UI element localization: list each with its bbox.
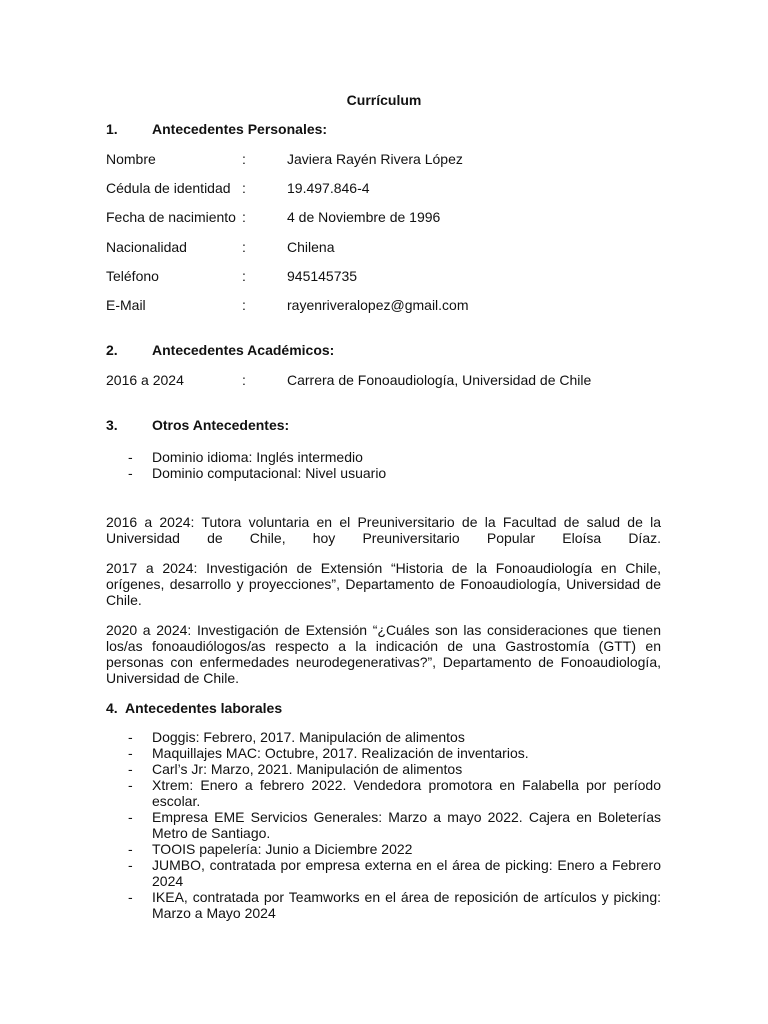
field-label-birthdate: Fecha de nacimiento xyxy=(106,209,236,225)
field-colon: : xyxy=(242,268,246,284)
list-item-text: Maquillajes MAC: Octubre, 2017. Realización de inventarios. xyxy=(152,745,529,761)
list-item-text: Doggis: Febrero, 2017. Manipulación de alimentos xyxy=(152,729,465,745)
field-label-name: Nombre xyxy=(106,151,156,167)
activity-paragraph: 2016 a 2024: Tutora voluntaria en el Preuniversitario de la Facultad de salud de la Universidad de Chile, hoy Preuniversitario Popular Eloísa Díaz. xyxy=(106,514,661,546)
list-item-text: Empresa EME Servicios Generales: Marzo a mayo 2022. Cajera en Boleterías Metro de Santiago. xyxy=(152,809,661,841)
field-colon: : xyxy=(242,209,246,225)
section-3-title: Otros Antecedentes: xyxy=(152,417,290,433)
bullet-dash: - xyxy=(128,857,133,873)
list-item-text: Dominio computacional: Nivel usuario xyxy=(152,465,387,481)
bullet-dash: - xyxy=(128,889,133,905)
bullet-dash: - xyxy=(128,761,133,777)
field-colon: : xyxy=(242,180,246,196)
list-item-text: Dominio idioma: Inglés intermedio xyxy=(152,449,363,465)
field-value-nationality: Chilena xyxy=(287,239,335,255)
field-colon: : xyxy=(242,151,246,167)
list-item xyxy=(106,857,661,889)
work-experience-list xyxy=(106,729,661,921)
list-item-text: Carl’s Jr: Marzo, 2021. Manipulación de alimentos xyxy=(152,761,463,777)
bullet-dash: - xyxy=(128,841,133,857)
field-value-phone: 945145735 xyxy=(287,268,358,284)
field-value-id: 19.497.846-4 xyxy=(287,180,370,196)
field-value-birthdate: 4 de Noviembre de 1996 xyxy=(287,209,441,225)
list-item-text: Xtrem: Enero a febrero 2022. Vendedora promotora en Falabella por período escolar. xyxy=(152,777,661,809)
field-label-phone: Teléfono xyxy=(106,268,159,284)
bullet-dash: - xyxy=(128,809,133,825)
activity-paragraph: 2017 a 2024: Investigación de Extensión “Historia de la Fonoaudiología en Chile, orígenes, desarrollo y proyecciones”, Departamento de Fonoaudiología, Universidad de Chile. xyxy=(106,560,661,608)
bullet-dash: - xyxy=(128,777,133,793)
section-4-title: Antecedentes laborales xyxy=(124,700,283,716)
list-item xyxy=(106,777,661,809)
activity-paragraph: 2020 a 2024: Investigación de Extensión “¿Cuáles son las consideraciones que tienen los/as fonoaudiólogos/as respecto a la indicación de una Gastrostomía (GTT) en personas con enfermedades neurodegenerativas?”, Departamento de Fonoaudiología, Universidad de Chile. xyxy=(106,622,661,686)
section-2-number: 2. xyxy=(106,342,118,358)
list-item-text: IKEA, contratada por Teamworks en el área de reposición de artículos y picking: Marzo a Mayo 2024 xyxy=(152,889,661,921)
list-item-text: TOOIS papelería: Junio a Diciembre 2022 xyxy=(152,841,413,857)
section-3-number: 3. xyxy=(106,417,118,433)
list-item xyxy=(106,449,661,465)
document-title: Currículum xyxy=(346,92,422,108)
list-item xyxy=(106,745,661,761)
list-item xyxy=(106,841,661,857)
field-value-email: rayenriveralopez@gmail.com xyxy=(287,297,469,313)
bullet-dash: - xyxy=(128,465,133,481)
bullet-dash: - xyxy=(128,449,133,465)
academic-degree: Carrera de Fonoaudiología, Universidad de Chile xyxy=(287,372,592,388)
field-value-name: Javiera Rayén Rivera López xyxy=(287,151,463,167)
other-skills-list xyxy=(106,449,661,481)
field-colon: : xyxy=(242,372,246,388)
list-item xyxy=(106,809,661,841)
field-label-email: E-Mail xyxy=(106,297,146,313)
field-colon: : xyxy=(242,239,246,255)
academic-period: 2016 a 2024 xyxy=(106,372,184,388)
section-1-number: 1. xyxy=(106,121,118,137)
list-item-text: JUMBO, contratada por empresa externa en el área de picking: Enero a Febrero 2024 xyxy=(152,857,661,889)
bullet-dash: - xyxy=(128,745,133,761)
field-label-id: Cédula de identidad xyxy=(106,180,231,196)
section-2-title: Antecedentes Académicos: xyxy=(152,342,335,358)
section-1-title: Antecedentes Personales: xyxy=(152,121,328,137)
section-4-heading xyxy=(106,700,282,716)
list-item xyxy=(106,465,661,481)
section-4-number: 4. xyxy=(106,700,118,716)
list-item xyxy=(106,761,661,777)
field-colon: : xyxy=(242,297,246,313)
bullet-dash: - xyxy=(128,729,133,745)
field-label-nationality: Nacionalidad xyxy=(106,239,187,255)
list-item xyxy=(106,729,661,745)
list-item xyxy=(106,889,661,921)
